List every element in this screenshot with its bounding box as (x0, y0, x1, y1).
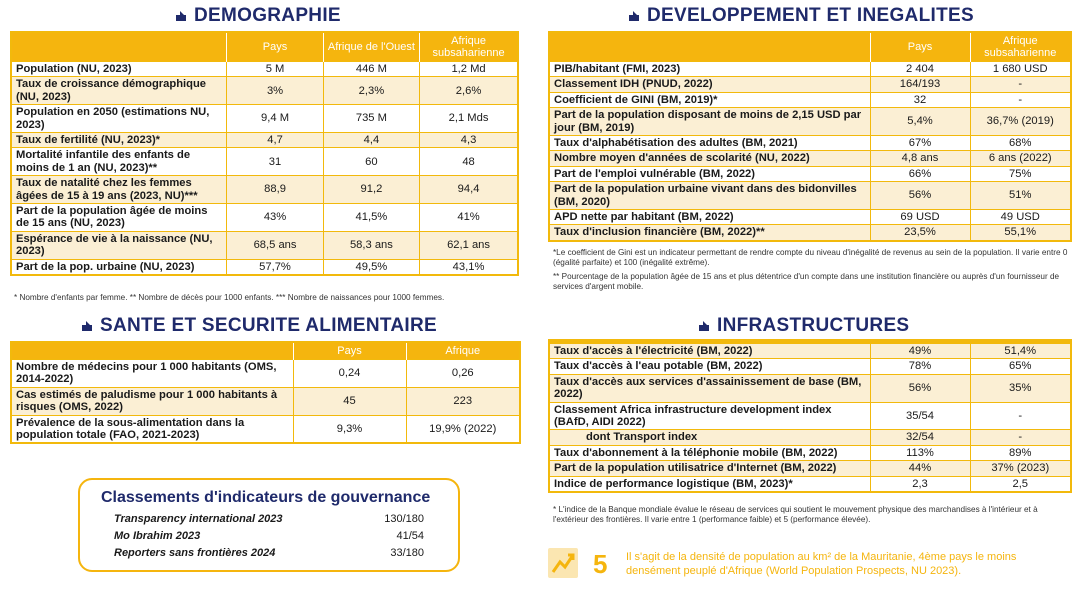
table-header-row (11, 32, 518, 62)
trend-chart-icon (548, 548, 578, 578)
infrastructures-title: INFRASTRUCTURES (697, 315, 909, 337)
col-header: Pays (293, 342, 406, 360)
table-row: Taux de croissance démographique (NU, 2023) 3% 2,3% 2,6% (11, 77, 518, 105)
table-row: Population (NU, 2023) 5 M 446 M 1,2 Md (11, 62, 518, 77)
table-row: Taux de fertilité (NU, 2023)* 4,7 4,4 4,3 (11, 133, 518, 148)
sante-title: SANTE ET SECURITE ALIMENTAIRE (80, 315, 437, 337)
gouvernance-row: Mo Ibrahim 2023 41/54 (114, 530, 424, 542)
demographie-table (10, 31, 519, 276)
table-row: Part de la population utilisatrice d'Internet (BM, 2022) 44% 37% (2023) (549, 461, 1071, 476)
table-row: Nombre moyen d'années de scolarité (NU, 2022) 4,8 ans 6 ans (2022) (549, 151, 1071, 166)
col-header: Pays (227, 32, 323, 62)
fact-text: Il s'agit de la densité de population au km² de la Mauritanie, 4ème pays le moins densément peuplé d'Afrique (World Population Prospects, NU 2023). (626, 551, 1017, 577)
table-row: Indice de performance logistique (BM, 2023)* 2,3 2,5 (549, 476, 1071, 492)
col-header: Afrique subsaharienne (970, 32, 1071, 62)
developpement-table (548, 31, 1072, 242)
developpement-footnote-1: *Le coefficient de Gini est un indicateur permettant de rendre compte du niveau d'inégalité de revenus au sein de la population. Il varie entre 0 (égalité parfaite) et 100 (inégalité extrême). (553, 248, 1068, 267)
table-header-row (549, 32, 1071, 62)
table-row: Cas estimés de paludisme pour 1 000 habitants à risques (OMS, 2022) 45 223 (11, 387, 520, 415)
table-row: Prévalence de la sous-alimentation dans la population totale (FAO, 2021-2023) 9,3% 19,9% (2022) (11, 415, 520, 443)
demographie-footnote: * Nombre d'enfants par femme. ** Nombre de décès pour 1000 enfants. *** Nombre de naissances pour 1000 femmes. (14, 293, 445, 302)
table-row: Part de la pop. urbaine (NU, 2023) 57,7% 49,5% 43,1% (11, 259, 518, 275)
demographie-title: DEMOGRAPHIE (174, 5, 341, 27)
gouvernance-row: Reporters sans frontières 2024 33/180 (114, 547, 424, 559)
table-row: Coefficient de GINI (BM, 2019)* 32 - (549, 92, 1071, 107)
table-row: Classement IDH (PNUD, 2022) 164/193 - (549, 77, 1071, 92)
table-row: Taux de natalité chez les femmes âgées de 15 à 19 ans (2023, NU)*** 88,9 91,2 94,4 (11, 176, 518, 204)
col-header: Afrique subsaharienne (420, 32, 518, 62)
table-row: Mortalité infantile des enfants de moins de 1 an (NU, 2023)** 31 60 48 (11, 148, 518, 176)
table-row: Population en 2050 (estimations NU, 2023) 9,4 M 735 M 2,1 Mds (11, 105, 518, 133)
col-header: Afrique (406, 342, 520, 360)
table-row: dont Transport index 32/54 - (549, 430, 1071, 445)
table-row: Part de l'emploi vulnérable (BM, 2022) 66% 75% (549, 166, 1071, 181)
table-row: Taux d'inclusion financière (BM, 2022)** 23,5% 55,1% (549, 225, 1071, 241)
france-hexagon-icon (627, 9, 641, 23)
table-row: APD nette par habitant (BM, 2022) 69 USD 49 USD (549, 210, 1071, 225)
table-row: Part de la population urbaine vivant dans des bidonvilles (BM, 2020) 56% 51% (549, 182, 1071, 210)
table-row: Part de la population disposant de moins de 2,15 USD par jour (BM, 2019) 5,4% 36,7% (2019) (549, 108, 1071, 136)
table-row: Taux d'abonnement à la téléphonie mobile (BM, 2022) 113% 89% (549, 445, 1071, 460)
table-row: Taux d'accès à l'électricité (BM, 2022) 49% 51,4% (549, 342, 1071, 359)
fact-number: 5 (593, 549, 608, 579)
developpement-footnote-2: ** Pourcentage de la population âgée de 15 ans et plus détentrice d'un compte dans une institution financière ou auprès d'un fournisseur de services d'argent mobile. (553, 272, 1060, 291)
france-hexagon-icon (174, 9, 188, 23)
table-row: Espérance de vie à la naissance (NU, 2023) 68,5 ans 58,3 ans 62,1 ans (11, 231, 518, 259)
table-row: Nombre de médecins pour 1 000 habitants (OMS, 2014-2022) 0,24 0,26 (11, 360, 520, 388)
table-row: PIB/habitant (FMI, 2023) 2 404 1 680 USD (549, 62, 1071, 77)
sante-table (10, 341, 521, 444)
col-header: Afrique de l'Ouest (323, 32, 419, 62)
col-header: Pays (870, 32, 970, 62)
france-hexagon-icon (697, 319, 711, 333)
table-row: Part de la population âgée de moins de 15 ans (NU, 2023) 43% 41,5% 41% (11, 204, 518, 232)
table-row: Taux d'accès aux services d'assainissement de base (BM, 2022) 56% 35% (549, 374, 1071, 402)
infrastructures-footnote: * L'indice de la Banque mondiale évalue le réseau de services qui soutient le mouvement physique des marchandises à l'intérieur et à l'extérieur des frontières. Il varie entre 1 (performance faible) et 5 (performance élevée). (553, 505, 1038, 524)
gouvernance-box (78, 478, 460, 572)
infrastructures-table (548, 339, 1072, 493)
table-header-row (11, 342, 520, 360)
developpement-title: DEVELOPPEMENT ET INEGALITES (627, 5, 974, 27)
france-hexagon-icon (80, 319, 94, 333)
gouvernance-row: Transparency international 2023 130/180 (114, 513, 424, 525)
table-row: Classement Africa infrastructure development index (BAfD, AIDI 2022) 35/54 - (549, 402, 1071, 430)
table-row: Taux d'alphabétisation des adultes (BM, 2021) 67% 68% (549, 136, 1071, 151)
gouvernance-title: Classements d'indicateurs de gouvernance (101, 489, 431, 506)
table-row: Taux d'accès à l'eau potable (BM, 2022) 78% 65% (549, 359, 1071, 374)
